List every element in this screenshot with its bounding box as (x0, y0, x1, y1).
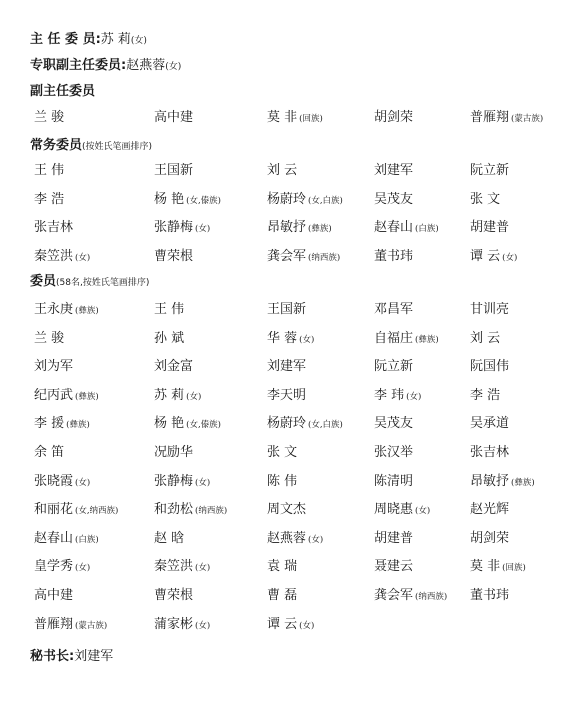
member-note: (回族) (299, 114, 323, 124)
member-name: 胡建普 (470, 220, 510, 235)
member-name: 甘训亮 (470, 302, 510, 317)
member-row (34, 327, 570, 347)
director-note: (女) (130, 36, 147, 46)
member-name: 赵 晗 (154, 530, 185, 546)
standing-member-entry (154, 188, 221, 207)
member-name: 赵春山 (374, 220, 414, 235)
vice-director-entry (154, 106, 193, 125)
standing-member-entry (154, 216, 210, 235)
member-name: 和劲松 (154, 502, 194, 518)
member-note: (女,白族) (308, 420, 343, 431)
standing-member-entry (470, 188, 500, 207)
member-name: 董书玮 (470, 588, 510, 603)
member-name: 王 伟 (154, 302, 185, 317)
member-name: 董书玮 (374, 248, 414, 264)
member-entry (154, 384, 201, 403)
member-name: 昂敏抒 (267, 220, 307, 235)
standing-member-entry (154, 159, 193, 178)
member-name: 陈 伟 (267, 473, 298, 489)
member-name: 吴承道 (470, 416, 510, 432)
member-entry (374, 298, 413, 317)
member-entry (267, 527, 323, 546)
member-name: 王国新 (267, 302, 307, 317)
member-note: (女) (406, 391, 422, 402)
secretary-line (30, 645, 113, 664)
member-note: (蒙古族) (75, 620, 108, 631)
member-name: 和丽花 (34, 502, 74, 518)
member-row (34, 584, 570, 604)
member-entry (34, 584, 73, 603)
member-name: 王永庚 (34, 302, 74, 317)
standing-member-row (34, 159, 570, 179)
vice-director-entry (470, 106, 543, 125)
member-name: 杨 艳 (154, 191, 185, 207)
member-name: 李 浩 (470, 387, 501, 403)
standing-member-entry (34, 188, 64, 207)
vice-director-entry (34, 106, 64, 125)
director-name: 苏 莉 (100, 32, 131, 47)
member-entry (34, 441, 64, 460)
member-entry (470, 584, 509, 603)
member-name: 胡剑荣 (470, 530, 510, 546)
member-name: 况励华 (154, 445, 194, 460)
vice-director-entry (267, 106, 323, 125)
member-row (34, 412, 570, 432)
director-label: 主 任 委 员: (30, 32, 101, 47)
member-name: 龚会军 (267, 248, 307, 264)
director-line (30, 28, 147, 47)
member-name: 周晓惠 (374, 502, 414, 518)
member-name: 周文杰 (267, 502, 307, 518)
standing-member-entry (267, 188, 343, 207)
member-note: (女) (299, 620, 315, 631)
member-note: (纳西族) (195, 506, 228, 517)
member-entry (34, 527, 99, 546)
member-name: 莫 非 (267, 110, 298, 125)
member-row (34, 384, 570, 404)
member-name: 曹荣根 (154, 588, 194, 603)
standing-member-entry (154, 245, 193, 264)
member-entry (470, 498, 509, 517)
member-name: 余 笛 (34, 445, 65, 460)
member-entry (374, 355, 413, 374)
member-name: 杨蔚玲 (267, 191, 307, 207)
member-entry (34, 498, 118, 517)
member-entry (154, 412, 221, 431)
member-entry (374, 384, 421, 403)
member-name: 纪丙武 (34, 387, 74, 403)
member-note: (女) (195, 224, 211, 234)
member-entry (267, 498, 306, 517)
standing-member-row (34, 245, 570, 265)
member-name: 王国新 (154, 163, 194, 178)
member-entry (34, 355, 73, 374)
member-name: 胡剑荣 (374, 110, 414, 125)
member-name: 刘金富 (154, 359, 194, 375)
member-row (34, 555, 570, 575)
vice-director-full-note: (女) (165, 62, 182, 72)
member-note: (彝族) (66, 420, 90, 431)
member-name: 刘 云 (267, 163, 298, 178)
member-entry (34, 613, 107, 632)
member-entry (470, 355, 509, 374)
member-row (34, 527, 570, 547)
member-name: 李天明 (267, 387, 307, 403)
standing-member-entry (34, 245, 90, 264)
member-entry (34, 327, 64, 346)
member-entry (267, 555, 297, 574)
member-entry (374, 584, 447, 603)
member-name: 华 蓉 (267, 330, 298, 346)
member-row (34, 441, 570, 461)
member-name: 普雁翔 (470, 110, 510, 125)
member-name: 赵光辉 (470, 502, 510, 518)
member-name: 聂建云 (374, 559, 414, 575)
member-entry (374, 555, 413, 574)
member-name: 兰 骏 (34, 110, 65, 125)
member-entry (470, 327, 500, 346)
member-name: 莫 非 (470, 559, 501, 575)
standing-member-entry (34, 159, 64, 178)
member-name: 兰 骏 (34, 330, 65, 346)
member-note: (彝族) (75, 391, 99, 402)
member-note: (彝族) (308, 224, 332, 234)
member-entry (267, 412, 343, 431)
member-entry (34, 412, 90, 431)
member-name: 昂敏抒 (470, 473, 510, 489)
member-name: 张静梅 (154, 473, 194, 489)
member-note: (回族) (502, 563, 526, 574)
member-entry (470, 555, 526, 574)
standing-member-entry (267, 159, 297, 178)
member-name: 李 玮 (374, 387, 405, 403)
member-entry (154, 584, 193, 603)
member-entry (374, 527, 413, 546)
standing-member-row (34, 216, 570, 236)
member-row (34, 298, 570, 318)
member-name: 李 浩 (34, 191, 65, 207)
member-name: 曹荣根 (154, 248, 194, 264)
members-heading (30, 270, 149, 289)
member-entry (154, 527, 184, 546)
members-note: (58名,按姓氏笔画排序) (56, 278, 150, 288)
standing-member-entry (374, 188, 413, 207)
member-note: (女) (75, 563, 91, 574)
member-name: 赵春山 (34, 530, 74, 546)
member-note: (女) (299, 334, 315, 345)
standing-note: (按姓氏笔画排序) (82, 142, 153, 152)
member-entry (374, 470, 413, 489)
standing-member-entry (34, 216, 73, 235)
member-entry (267, 441, 297, 460)
member-name: 张静梅 (154, 220, 194, 235)
member-row (34, 355, 570, 375)
member-note: (彝族) (511, 477, 535, 488)
member-entry (374, 498, 430, 517)
member-note: (女) (195, 620, 211, 631)
standing-member-entry (267, 216, 332, 235)
member-name: 袁 瑞 (267, 559, 298, 575)
member-note: (女,纳西族) (75, 506, 119, 517)
member-note: (女,傣族) (186, 420, 221, 431)
member-name: 龚会军 (374, 588, 414, 603)
member-entry (34, 555, 90, 574)
member-name: 张汉举 (374, 445, 414, 460)
member-entry (154, 355, 193, 374)
member-name: 秦笠洪 (34, 248, 74, 264)
member-entry (154, 555, 210, 574)
member-name: 李 援 (34, 416, 65, 432)
member-name: 张吉林 (470, 445, 510, 460)
member-name: 陈清明 (374, 473, 414, 489)
member-entry (267, 355, 306, 374)
member-entry (267, 613, 314, 632)
member-note: (女) (308, 534, 324, 545)
member-name: 谭 云 (470, 248, 501, 264)
member-name: 刘 云 (470, 330, 501, 346)
member-name: 普雁翔 (34, 616, 74, 632)
vice-director-entry (374, 106, 413, 125)
member-entry (470, 298, 509, 317)
member-name: 皇学秀 (34, 559, 74, 575)
member-entry (154, 327, 184, 346)
member-name: 曹 磊 (267, 588, 298, 603)
member-entry (34, 298, 99, 317)
member-name: 王 伟 (34, 163, 65, 178)
member-name: 高中建 (154, 110, 194, 125)
member-entry (154, 613, 210, 632)
member-note: (女) (186, 391, 202, 402)
member-name: 张晓霞 (34, 473, 74, 489)
member-entry (154, 470, 210, 489)
member-entry (267, 584, 297, 603)
member-name: 秦笠洪 (154, 559, 194, 575)
member-name: 高中建 (34, 588, 74, 603)
standing-heading (30, 134, 152, 153)
member-note: (女,白族) (308, 195, 343, 206)
member-name: 谭 云 (267, 616, 298, 632)
member-note: (女) (195, 563, 211, 574)
member-name: 张吉林 (34, 220, 74, 235)
member-name: 张 文 (267, 445, 298, 460)
member-entry (470, 527, 509, 546)
member-name: 自福庄 (374, 330, 414, 346)
member-name: 张 文 (470, 191, 501, 207)
vice-director-full-label: 专职副主任委员: (30, 58, 127, 73)
member-entry (154, 498, 227, 517)
member-row (34, 470, 570, 490)
member-entry (470, 470, 535, 489)
member-name: 阮立新 (470, 163, 510, 178)
member-note: (女) (415, 506, 431, 517)
member-note: (白族) (75, 534, 99, 545)
members-title: 委员 (30, 274, 57, 289)
member-entry (267, 298, 306, 317)
member-row (34, 498, 570, 518)
standing-title: 常务委员 (30, 138, 83, 153)
member-note: (白族) (415, 224, 439, 234)
member-name: 杨蔚玲 (267, 416, 307, 432)
member-row (34, 613, 570, 633)
member-note: (彝族) (415, 334, 439, 345)
standing-member-row (34, 188, 570, 208)
member-note: (女,傣族) (186, 195, 221, 206)
member-entry (374, 412, 413, 431)
member-name: 蒲家彬 (154, 616, 194, 632)
vice-directors-heading: 副主任委员 (30, 84, 96, 99)
member-note: (女) (502, 252, 518, 263)
member-entry (470, 441, 509, 460)
member-note: (女) (195, 477, 211, 488)
secretary-label: 秘书长: (30, 649, 75, 664)
member-entry (470, 384, 500, 403)
member-entry (374, 327, 439, 346)
member-entry (267, 470, 297, 489)
vice-director-full-line (30, 54, 181, 73)
member-note: (纳西族) (415, 592, 448, 602)
member-note: (彝族) (75, 306, 99, 316)
member-entry (470, 412, 509, 431)
standing-member-entry (470, 245, 517, 264)
member-note: (女) (75, 477, 91, 488)
member-name: 刘建军 (374, 163, 414, 178)
member-entry (374, 441, 413, 460)
member-entry (267, 327, 314, 346)
member-note: (女) (75, 252, 91, 263)
member-name: 阮立新 (374, 359, 414, 375)
member-name: 胡建普 (374, 530, 414, 546)
standing-member-entry (267, 245, 340, 264)
member-name: 孙 斌 (154, 330, 185, 346)
standing-member-entry (374, 159, 413, 178)
member-entry (34, 384, 99, 403)
member-name: 赵燕蓉 (267, 530, 307, 546)
member-note: (蒙古族) (511, 114, 544, 124)
standing-member-entry (470, 159, 509, 178)
member-name: 杨 艳 (154, 416, 185, 432)
member-name: 吴茂友 (374, 416, 414, 432)
standing-member-entry (374, 245, 413, 264)
vice-director-full-name: 赵燕蓉 (126, 58, 166, 73)
standing-member-entry (374, 216, 439, 235)
member-name: 吴茂友 (374, 191, 414, 207)
standing-member-entry (470, 216, 509, 235)
member-name: 苏 莉 (154, 387, 185, 403)
member-entry (154, 298, 184, 317)
member-name: 邓昌军 (374, 302, 414, 317)
member-entry (267, 384, 306, 403)
vice-director-row (34, 106, 570, 126)
member-entry (34, 470, 90, 489)
member-name: 刘为军 (34, 359, 74, 375)
secretary-name: 刘建军 (74, 649, 114, 664)
member-entry (154, 441, 193, 460)
member-name: 阮国伟 (470, 359, 510, 375)
member-name: 刘建军 (267, 359, 307, 375)
member-note: (纳西族) (308, 252, 341, 263)
